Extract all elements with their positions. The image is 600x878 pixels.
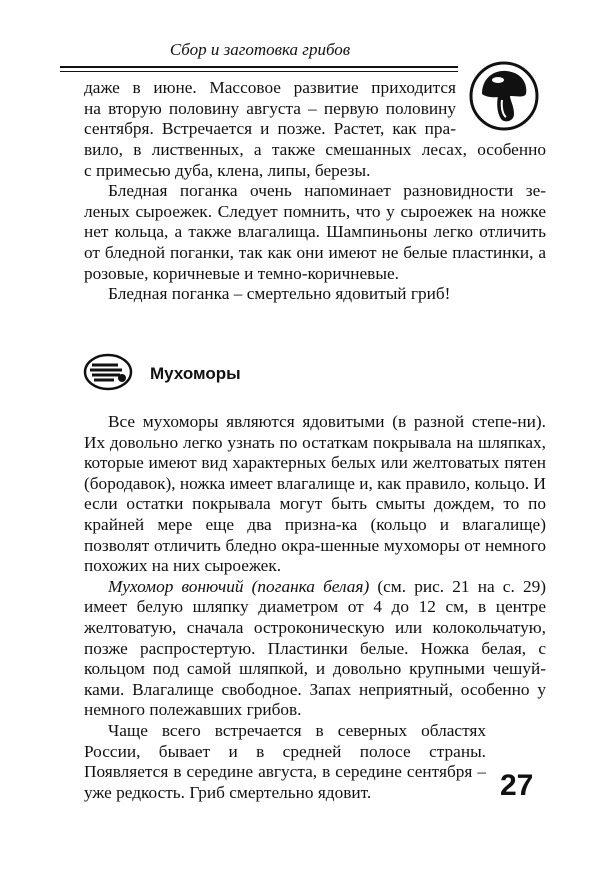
paragraph	[84, 721, 546, 803]
top-line: на вторую половину августа – первую половину	[84, 98, 456, 118]
running-title: Сбор и заготовка грибов	[169, 40, 351, 59]
header-rule-thin	[60, 71, 458, 72]
section-icon	[82, 352, 134, 392]
top-line: сентября. Встречается и позже. Растет, как пра-	[84, 119, 456, 139]
paragraph: Все мухоморы являются ядовитыми (в разной степе-ни). Их довольно легко узнать по остаткам покрывала на шляпках, которые имеют вид характерных белых или желтоватых пятен (бородавок), ножка имеет влагалище и, как правило, кольцо. И если остатки покрывала могут быть смыты дождем, то по крайней мере еще два призна-ка (кольцо и влагалище) позволят отличить бледно окра-шенные мухоморы от немного похожих на них сыроежек.	[84, 412, 546, 576]
page-number: 27	[500, 769, 534, 802]
top-line: с примесью дуба, клена, липы, березы.	[84, 160, 371, 180]
top-text-block	[84, 140, 546, 305]
final-paragraph: Чаще всего встречается в северных областях России, бывает и в средней полосе страны. Появляется в середине августа, в середине сентября – уже редкость. Гриб смертельно ядовит.	[84, 720, 486, 802]
paragraph: Бледная поганка – смертельно ядовитый гриб!	[108, 284, 451, 304]
header-rule	[60, 66, 458, 68]
paragraph	[84, 577, 546, 721]
section-title: Мухоморы	[150, 364, 241, 383]
species-name: Мухомор вонючий (поганка белая)	[108, 576, 370, 596]
top-partial-lines	[84, 78, 456, 140]
body-text-block	[84, 412, 546, 803]
top-line: вило, в лиственных, а также смешанных лесах, особенно	[84, 140, 546, 159]
top-line: даже в июне. Массовое развитие приходится	[84, 78, 456, 97]
species-description: (см. рис. 21 на с. 29) имеет белую шляпку диаметром от 4 до 12 см, в центре желтоватую, сначала остроконическую или колокольчатую, позже распростертую. Пластинки белые. Ножка белая, с кольцом под самой шляпкой, и довольно крупными чешуй-ками. Влагалище свободное. Запах неприятный, особенно у немного полежавших грибов.	[84, 576, 546, 720]
paragraph: Бледная поганка очень напоминает разновидности зе-леных сыроежек. Следует помнить, что у сыроежек на ножке нет кольца, а также влагалища. Шампиньоны легко отличить от бледной поганки, так как они имеют не белые пластинки, а розовые, коричневые и темно-коричневые.	[84, 181, 546, 283]
running-header	[60, 40, 460, 64]
mushroom-badge-icon	[468, 60, 540, 132]
